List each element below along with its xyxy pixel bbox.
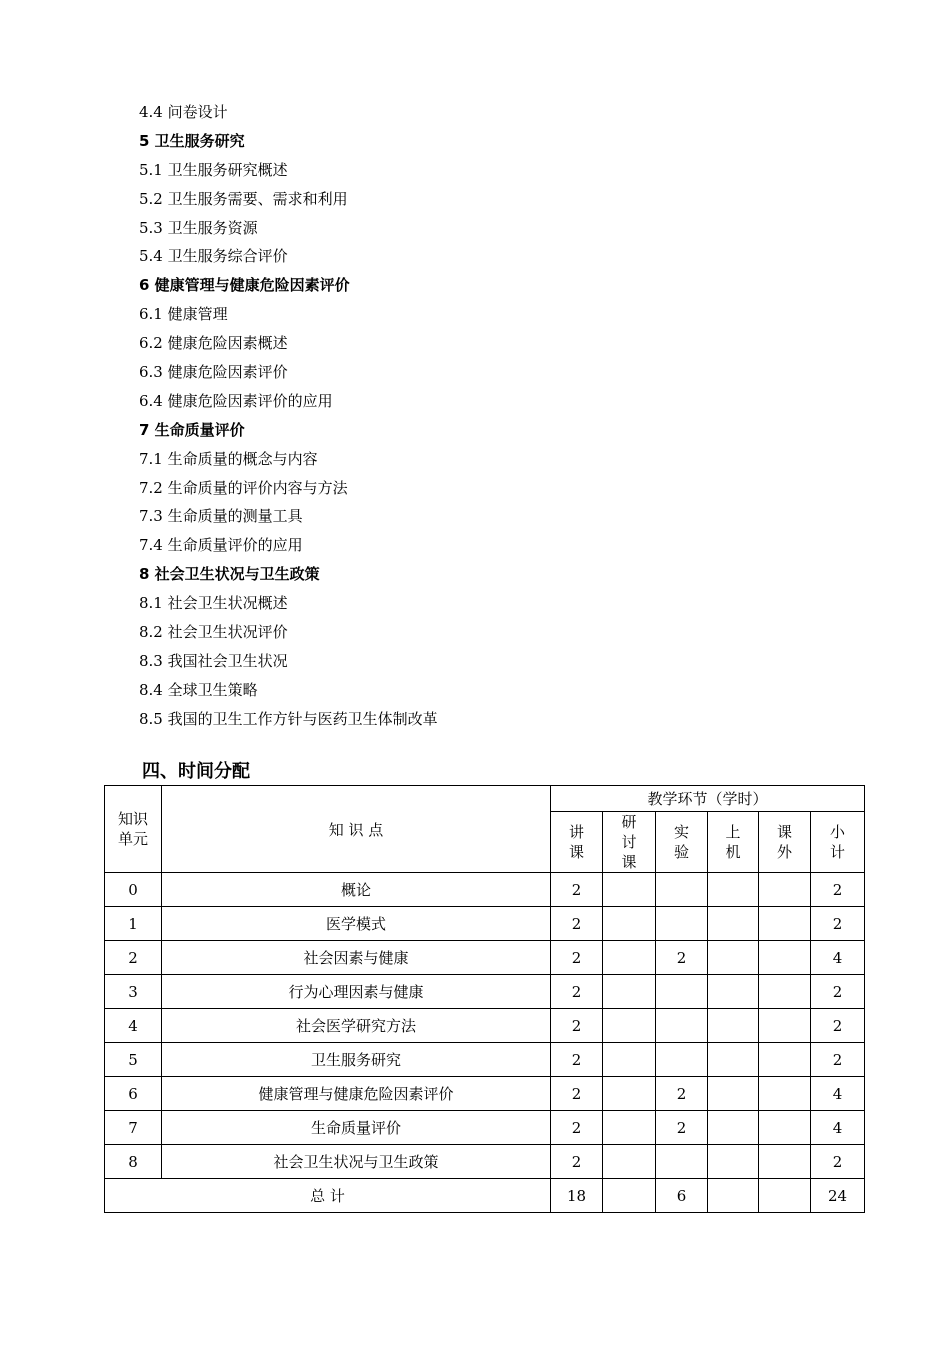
section-title: 四、时间分配 xyxy=(142,761,250,782)
hours-cell xyxy=(603,1077,656,1111)
outline-line: 5.4 卫生服务综合评价 xyxy=(139,247,288,266)
time-allocation-table xyxy=(104,785,865,1213)
hours-cell xyxy=(708,1077,759,1111)
outline-line: 6.3 健康危险因素评价 xyxy=(139,363,288,382)
table-header-row xyxy=(105,786,865,812)
hours-cell xyxy=(759,907,811,941)
table-row xyxy=(105,1111,865,1145)
total-cell xyxy=(759,1179,811,1213)
hours-cell xyxy=(656,1009,708,1043)
hours-cell xyxy=(708,1145,759,1179)
outline-line: 6.2 健康危险因素概述 xyxy=(139,334,288,353)
total-label: 总 计 xyxy=(105,1179,551,1213)
knowledge-point-cell: 健康管理与健康危险因素评价 xyxy=(162,1077,551,1111)
hours-cell xyxy=(708,873,759,907)
unit-header-line: 知识 xyxy=(117,810,148,828)
subtotal-cell: 4 xyxy=(811,941,865,975)
hours-cell xyxy=(603,1111,656,1145)
subtotal-cell: 4 xyxy=(811,1077,865,1111)
outline-line: 5.1 卫生服务研究概述 xyxy=(139,160,288,179)
hours-cell xyxy=(759,1111,811,1145)
hours-cell: 2 xyxy=(551,907,603,941)
course-outline xyxy=(139,98,839,734)
outline-chapter-heading: 8 社会卫生状况与卫生政策 xyxy=(139,565,320,584)
outline-line: 8.2 社会卫生状况评价 xyxy=(139,623,288,642)
knowledge-point-cell: 概论 xyxy=(162,873,551,907)
outline-chapter-heading: 7 生命质量评价 xyxy=(139,420,245,439)
table-row xyxy=(105,941,865,975)
hours-cell xyxy=(603,907,656,941)
hours-cell: 2 xyxy=(551,1145,603,1179)
subtotal-cell: 2 xyxy=(811,1145,865,1179)
hours-cell: 2 xyxy=(656,941,708,975)
total-cell: 18 xyxy=(551,1179,603,1213)
subtotal-cell: 2 xyxy=(811,873,865,907)
table-row xyxy=(105,873,865,907)
unit-cell: 1 xyxy=(105,907,162,941)
unit-header xyxy=(105,786,162,873)
column-header-extracurricular: 课 外 xyxy=(759,812,811,873)
hours-cell xyxy=(603,873,656,907)
hours-cell: 2 xyxy=(656,1077,708,1111)
hours-cell xyxy=(759,941,811,975)
knowledge-point-cell: 社会卫生状况与卫生政策 xyxy=(162,1145,551,1179)
table-row xyxy=(105,1043,865,1077)
knowledge-point-cell: 社会因素与健康 xyxy=(162,941,551,975)
outline-chapter-heading: 5 卫生服务研究 xyxy=(139,131,245,150)
outline-line: 8.1 社会卫生状况概述 xyxy=(139,594,288,613)
unit-cell: 7 xyxy=(105,1111,162,1145)
hours-cell xyxy=(656,873,708,907)
hours-cell: 2 xyxy=(551,1009,603,1043)
outline-line: 6.4 健康危险因素评价的应用 xyxy=(139,391,333,410)
outline-line: 8.4 全球卫生策略 xyxy=(139,680,258,699)
unit-cell: 4 xyxy=(105,1009,162,1043)
column-header-computer: 上 机 xyxy=(708,812,759,873)
hours-cell xyxy=(603,975,656,1009)
subtotal-cell: 2 xyxy=(811,1043,865,1077)
table-row xyxy=(105,1009,865,1043)
knowledge-point-cell: 行为心理因素与健康 xyxy=(162,975,551,1009)
table-row xyxy=(105,975,865,1009)
outline-line: 8.3 我国社会卫生状况 xyxy=(139,651,288,670)
hours-cell xyxy=(708,975,759,1009)
hours-cell xyxy=(708,941,759,975)
hours-cell xyxy=(708,1009,759,1043)
knowledge-point-cell: 生命质量评价 xyxy=(162,1111,551,1145)
hours-cell xyxy=(708,907,759,941)
hours-cell xyxy=(759,873,811,907)
hours-cell xyxy=(759,1009,811,1043)
hours-cell xyxy=(656,975,708,1009)
subtotal-cell: 2 xyxy=(811,1009,865,1043)
outline-line: 6.1 健康管理 xyxy=(139,305,228,324)
unit-cell: 3 xyxy=(105,975,162,1009)
subtotal-cell: 4 xyxy=(811,1111,865,1145)
unit-cell: 0 xyxy=(105,873,162,907)
outline-chapter-heading: 6 健康管理与健康危险因素评价 xyxy=(139,276,350,295)
outline-line: 4.4 问卷设计 xyxy=(139,103,228,121)
unit-header-line: 单元 xyxy=(117,830,148,848)
knowledge-point-cell: 卫生服务研究 xyxy=(162,1043,551,1077)
hours-cell xyxy=(708,1043,759,1077)
unit-cell: 5 xyxy=(105,1043,162,1077)
outline-line: 7.4 生命质量评价的应用 xyxy=(139,536,303,555)
hours-cell xyxy=(759,1145,811,1179)
hours-cell: 2 xyxy=(551,1077,603,1111)
outline-line: 7.2 生命质量的评价内容与方法 xyxy=(139,478,348,497)
knowledge-point-cell: 医学模式 xyxy=(162,907,551,941)
table-row xyxy=(105,1077,865,1111)
subtotal-cell: 2 xyxy=(811,907,865,941)
hours-cell: 2 xyxy=(656,1111,708,1145)
subtotal-cell: 2 xyxy=(811,975,865,1009)
unit-cell: 8 xyxy=(105,1145,162,1179)
outline-line: 5.2 卫生服务需要、需求和利用 xyxy=(139,189,348,208)
hours-cell xyxy=(708,1111,759,1145)
unit-cell: 2 xyxy=(105,941,162,975)
hours-cell xyxy=(603,1009,656,1043)
hours-cell: 2 xyxy=(551,1111,603,1145)
knowledge-point-cell: 社会医学研究方法 xyxy=(162,1009,551,1043)
hours-cell: 2 xyxy=(551,941,603,975)
column-header-experiment: 实 验 xyxy=(656,812,708,873)
teaching-hours-group-header: 教学环节（学时） xyxy=(551,786,865,812)
outline-line: 5.3 卫生服务资源 xyxy=(139,218,258,237)
knowledge-point-header: 知 识 点 xyxy=(162,786,551,873)
table-row xyxy=(105,1145,865,1179)
unit-cell: 6 xyxy=(105,1077,162,1111)
hours-cell xyxy=(656,1043,708,1077)
hours-cell xyxy=(759,1043,811,1077)
hours-cell xyxy=(759,975,811,1009)
hours-cell xyxy=(603,1043,656,1077)
hours-cell xyxy=(656,1145,708,1179)
column-header-seminar: 研 讨 课 xyxy=(603,812,656,873)
outline-line: 7.1 生命质量的概念与内容 xyxy=(139,449,318,468)
hours-cell xyxy=(603,941,656,975)
hours-cell xyxy=(759,1077,811,1111)
hours-cell xyxy=(603,1145,656,1179)
hours-cell: 2 xyxy=(551,873,603,907)
table-row xyxy=(105,907,865,941)
total-row xyxy=(105,1179,865,1213)
hours-cell xyxy=(656,907,708,941)
total-cell xyxy=(708,1179,759,1213)
hours-cell: 2 xyxy=(551,975,603,1009)
column-header-subtotal: 小 计 xyxy=(811,812,865,873)
total-cell xyxy=(603,1179,656,1213)
total-cell: 24 xyxy=(811,1179,865,1213)
outline-line: 8.5 我国的卫生工作方针与医药卫生体制改革 xyxy=(139,709,438,728)
column-header-lecture: 讲 课 xyxy=(551,812,603,873)
hours-cell: 2 xyxy=(551,1043,603,1077)
outline-line: 7.3 生命质量的测量工具 xyxy=(139,507,303,526)
total-cell: 6 xyxy=(656,1179,708,1213)
